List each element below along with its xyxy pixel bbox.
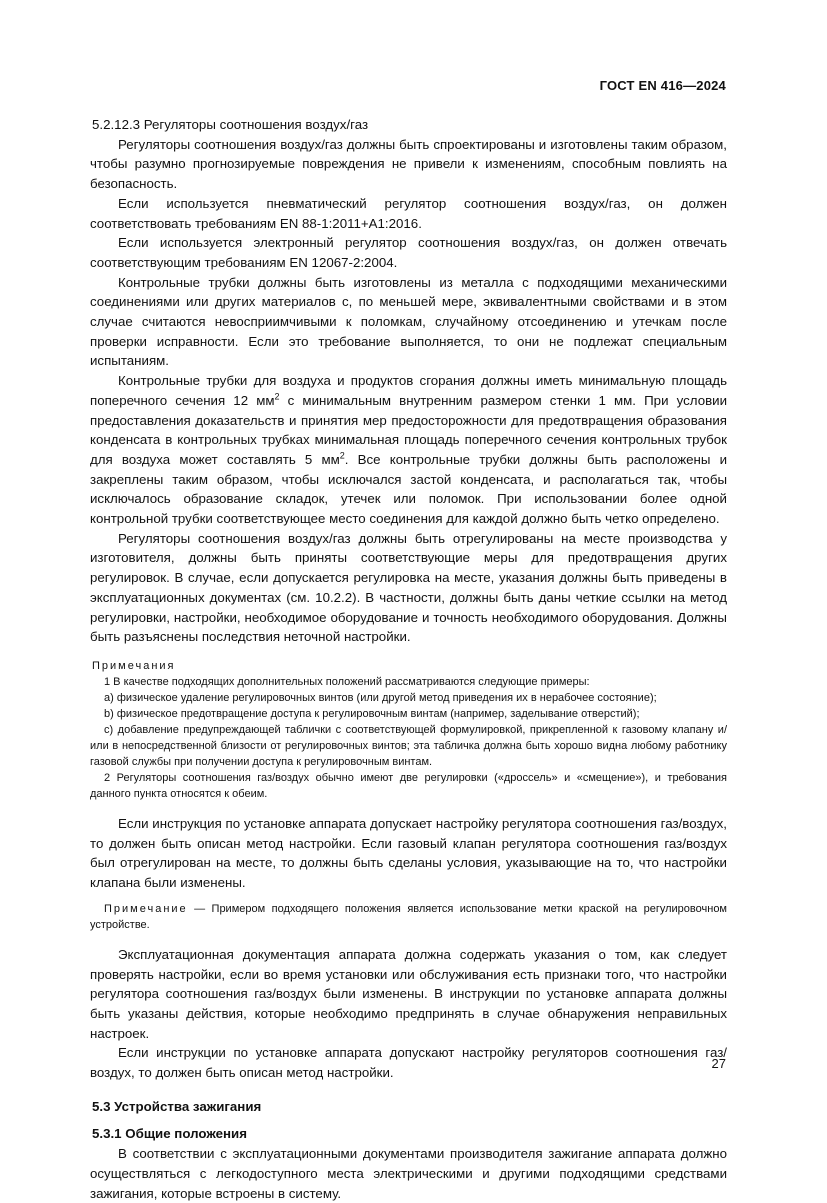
paragraph: Регуляторы соотношения воздух/газ должны быть отрегулированы на месте производства у изготовителя, должны быть приняты соответствующие меры для предотвращения других регулировок. В случае, если допускается регулировка на месте, указания должны быть приведены в эксплуатационных документах (см. 10.2.2). В частности, должны быть даны четкие ссылки на метод регулировки, настройки, необходимое оборудование и точность необходимого оборудования. Должны быть разъяснены последствия неточной настройки. xyxy=(90,530,727,645)
paragraph: В соответствии с эксплуатационными документами производителя зажигание аппарата должно осуществляться с легкодоступного места электрическими и другими подходящими средствами зажигания, которые встроены в систему. xyxy=(90,1146,727,1201)
note-item: 1 В качестве подходящих дополнительных положений рассматриваются следующие примеры: xyxy=(104,675,590,688)
section-5-2-12-3-title: 5.2.12.3 Регуляторы соотношения воздух/газ xyxy=(92,117,369,132)
paragraph: Если инструкции по установке аппарата допускают настройку регуляторов соотношения газ/воздух, то должен быть описан метод настройки. xyxy=(90,1045,727,1081)
note-item: b) физическое предотвращение доступа к регулировочным винтам (например, заделывание отверстий); xyxy=(104,707,640,720)
paragraph-text: с минимальным внутренним размером стенки 1 мм. При условии предоставления доказательств и принятия мер предосторожности для предотвращения образования конденсата в контрольных трубках минимальная площадь поперечного сечения контрольных трубок для воздуха может составлять 5 мм xyxy=(90,392,728,467)
paragraph: Если используется электронный регулятор соотношения воздух/газ, он должен отвечать соответствующим требованиям EN 12067-2:2004. xyxy=(90,235,727,270)
notes-heading: Примечания xyxy=(92,659,176,672)
paragraph-text: Контрольные трубки для воздуха и продуктов сгорания должны иметь минимальную площадь поперечного сечения 12 мм xyxy=(90,373,727,408)
note-item: a) физическое удаление регулировочных винтов (или другой метод приведения их в нерабочее состояние); xyxy=(104,691,657,704)
paragraph-with-superscripts xyxy=(90,371,727,529)
paragraph: Контрольные трубки должны быть изготовлены из металла с подходящими механическими соединениями или других материалов с, по меньшей мере, эквивалентными свойствами и в этом случае считаются невосприимчивыми к поломкам, случайному отсоединению и утечкам после проверки исправности. Если это требование выполняется, то они не подлежат специальным испытаниям. xyxy=(90,274,727,369)
paragraph-text: . Все контрольные трубки должны быть расположены и закреплены таким образом, чтобы исключался застой конденсата, и располагаться так, чтобы исключалось образование складок, утечек или поломок. При использовании более одной контрольной трубки соответствующее место соединения для каждой должно быть четко определено. xyxy=(90,451,728,527)
paragraph-text: Регуляторы соотношения воздух/газ должны быть спроектированы и изготовлены таким образом, чтобы разумно прогнозируемые повреждения не привели к изменениям, способным повлиять на безопасность. xyxy=(90,136,727,192)
note-label: Примечание xyxy=(104,902,188,915)
document-code-header: ГОСТ EN 416—2024 xyxy=(599,78,726,93)
section-5-3-title: 5.3 Устройства зажигания xyxy=(92,1098,262,1114)
inline-note xyxy=(90,901,727,933)
note-item: c) добавление предупреждающей таблички с соответствующей формулировкой, прикрепленной к газовому клапану и/или в непосредственной близости от регулировочных винтов; эта табличка должна быть хорошо видна любому работнику газовой службы при получении доступа к регулировочным винтам. xyxy=(90,723,727,768)
paragraph: Если инструкция по установке аппарата допускает настройку регулятора соотношения газ/воздух, то должен быть описан метод настройки. Если газовый клапан регулятора соотношения газ/воздух был отрегулирован на месте, то должны быть сделаны условия, указывающие на то, что настройки клапана были изменены. xyxy=(90,815,727,891)
superscript: 2 xyxy=(274,391,280,402)
paragraph: Эксплуатационная документация аппарата должна содержать указания о том, как следует проверять настройки, если во время установки или обслуживания есть признаки того, что настройки регулятора соотношения газ/воздух были изменены. В инструкции по установке аппарата должны быть указаны действия, которые необходимо предпринять в случае обнаружения неправильных настроек. xyxy=(90,946,727,1041)
note-item: 2 Регуляторы соотношения газ/воздух обычно имеют две регулировки («дроссель» и «смещение»), и требования данного пункта относятся к обеим. xyxy=(90,771,727,800)
page-content xyxy=(90,115,727,1203)
paragraph: Если используется пневматический регулятор соотношения воздух/газ, он должен соответствовать требованиям EN 88-1:2011+A1:2016. xyxy=(90,195,727,231)
note-text: — Примером подходящего положения является использование метки краской на регулировочном устройстве. xyxy=(90,902,727,931)
paragraph xyxy=(90,135,727,194)
section-5-3-1-title: 5.3.1 Общие положения xyxy=(92,1126,247,1142)
superscript: 2 xyxy=(339,450,345,461)
page-number: 27 xyxy=(711,1056,726,1071)
